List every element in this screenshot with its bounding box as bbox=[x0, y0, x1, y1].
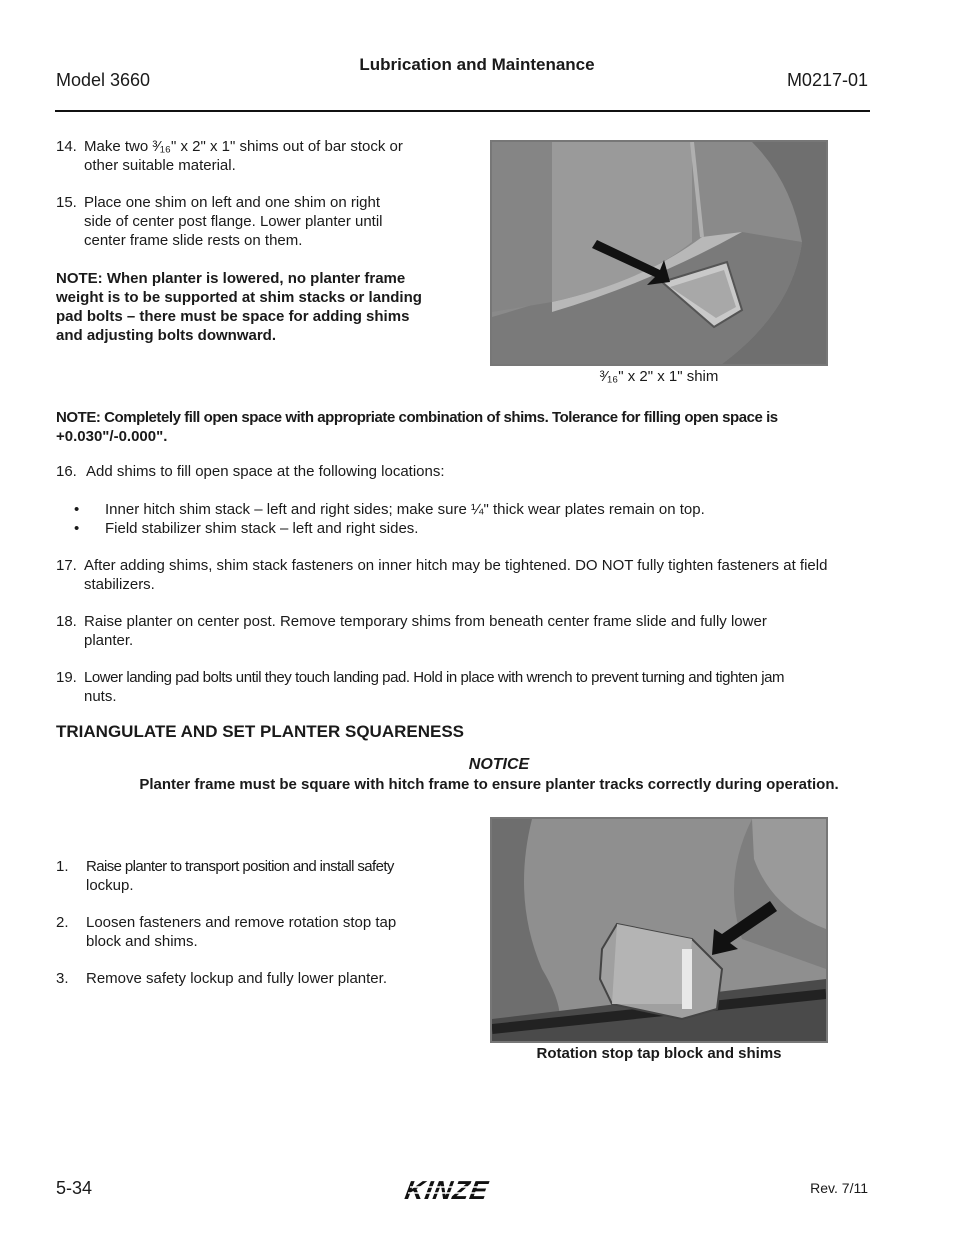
notice-body: Planter frame must be square with hitch frame to ensure planter tracks correctly during operation. bbox=[139, 776, 839, 793]
step-number: 18. bbox=[56, 613, 77, 630]
note-fill-space: NOTE: Completely fill open space with appropriate combination of shims. Tolerance for filling open space is +0.030"/-0.000". bbox=[56, 409, 778, 445]
shim-photo-image bbox=[492, 142, 826, 364]
model-label: Model 3660 bbox=[56, 70, 151, 90]
shim-photo bbox=[490, 140, 828, 366]
step-number: 14. bbox=[56, 138, 77, 155]
step-3 bbox=[56, 969, 476, 989]
section-heading: TRIANGULATE AND SET PLANTER SQUARENESS bbox=[56, 722, 465, 741]
list-item: • Field stabilizer shim stack – left and right sides. bbox=[74, 520, 419, 537]
step-text: Loosen fasteners and remove rotation stop tap block and shims. bbox=[86, 914, 397, 950]
step-19 bbox=[56, 668, 876, 708]
bullet-marker: • bbox=[74, 520, 80, 537]
shim-photo-caption: ³⁄₁₆" x 2" x 1" shim bbox=[599, 368, 719, 385]
step-text: Remove safety lockup and fully lower planter. bbox=[86, 970, 387, 987]
step-15 bbox=[56, 193, 476, 253]
doc-number: M0217-01 bbox=[786, 70, 868, 90]
page-number: 5-34 bbox=[56, 1178, 93, 1198]
revision: Rev. 7/11 bbox=[810, 1180, 868, 1196]
step-number: 19. bbox=[56, 669, 77, 686]
bullet-list bbox=[74, 500, 854, 538]
list-item: • Inner hitch shim stack – left and right sides; make sure ¼" thick wear plates remain on top. bbox=[74, 501, 705, 518]
kinze-logo-mark bbox=[404, 1176, 524, 1204]
step-text: Place one shim on left and one shim on right side of center post flange. Lower planter until center frame slide rests on them. bbox=[84, 194, 383, 249]
bullet-marker: • bbox=[74, 501, 80, 518]
step-text: Lower landing pad bolts until they touch landing pad. Hold in place with wrench to prevent turning and tighten jam nuts. bbox=[84, 669, 785, 705]
step-text: After adding shims, shim stack fasteners on inner hitch may be tightened. DO NOT fully tighten fasteners at field stabilizers. bbox=[84, 557, 828, 593]
step-number: 17. bbox=[56, 557, 77, 574]
section-title: Lubrication and Maintenance bbox=[359, 55, 595, 74]
step-1 bbox=[56, 857, 476, 897]
step-number: 2. bbox=[56, 914, 69, 931]
note-planter-weight: NOTE: When planter is lowered, no planter frame weight is to be supported at shim stacks or landing pad bolts – there must be space for adding shims and adjusting bolts downward. bbox=[56, 270, 422, 344]
step-17 bbox=[56, 556, 876, 596]
step-number: 15. bbox=[56, 194, 77, 211]
step-14 bbox=[56, 137, 476, 177]
step-text: Raise planter to transport position and install safety lockup. bbox=[86, 858, 394, 894]
step-number: 1. bbox=[56, 858, 69, 875]
step-text: Make two ³⁄₁₆" x 2" x 1" shims out of bar stock or other suitable material. bbox=[84, 138, 403, 174]
step-number: 16. bbox=[56, 463, 77, 480]
kinze-logo bbox=[404, 1176, 524, 1209]
step-text: Add shims to fill open space at the following locations: bbox=[86, 463, 445, 480]
step-18 bbox=[56, 612, 876, 652]
svg-text:KINZE: KINZE bbox=[404, 1176, 492, 1204]
step-2 bbox=[56, 913, 476, 953]
step-text: Raise planter on center post. Remove temporary shims from beneath center frame slide and fully lower planter. bbox=[84, 613, 767, 649]
header-rule bbox=[55, 110, 870, 112]
notice-title: NOTICE bbox=[468, 756, 530, 773]
step-number: 3. bbox=[56, 970, 69, 987]
tap-block-photo bbox=[490, 817, 828, 1043]
step-16 bbox=[56, 462, 876, 482]
tap-block-photo-image bbox=[492, 819, 826, 1041]
tap-block-photo-caption: Rotation stop tap block and shims bbox=[536, 1045, 782, 1062]
